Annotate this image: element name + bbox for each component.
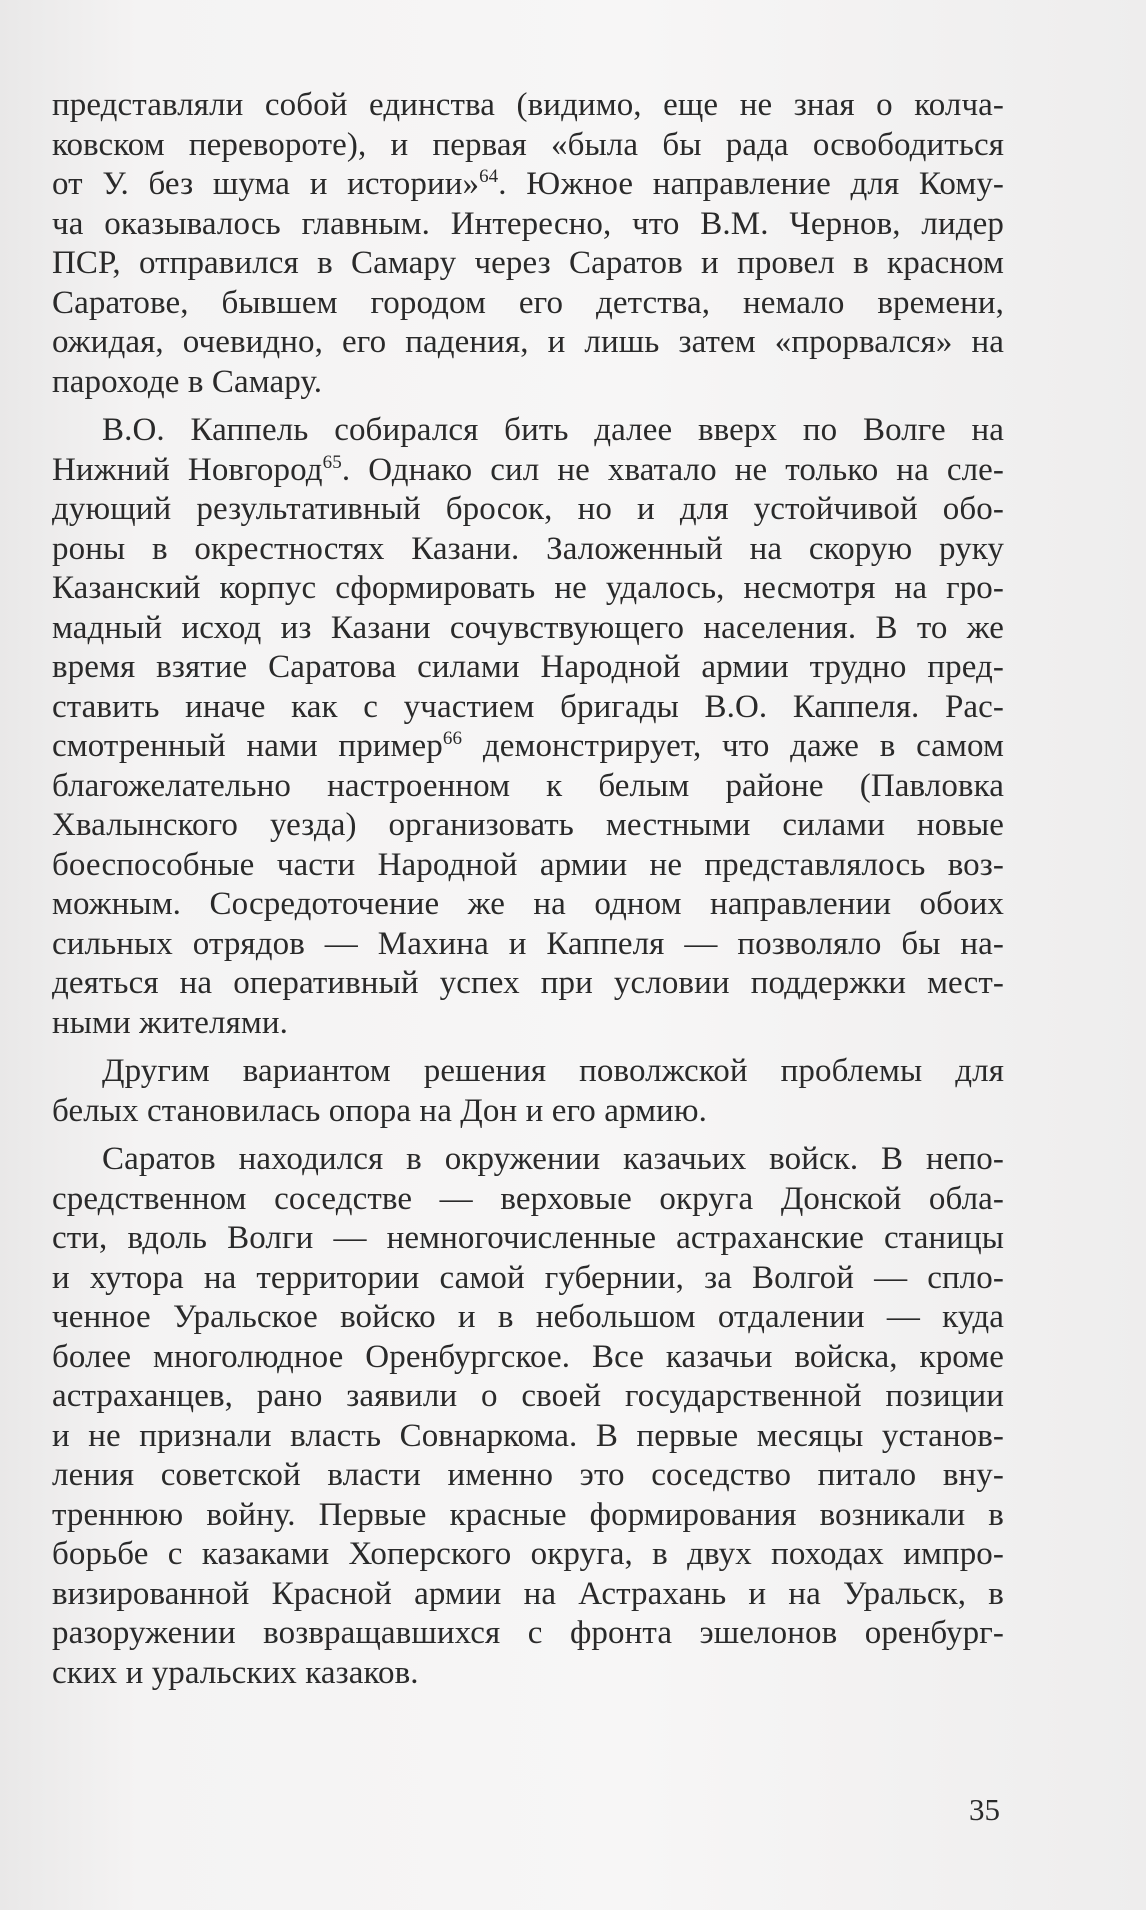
text-line bbox=[52, 727, 1004, 767]
text-line: борьбе с казаками Хоперского округа, в двух походах импро- bbox=[52, 1536, 1004, 1572]
text-line: Саратове, бывшем городом его детства, немало времени, bbox=[52, 284, 1004, 321]
text-line: разоружении возвращавшихся с фронта эшелонов оренбург- bbox=[52, 1615, 1004, 1651]
text-line: средственном соседстве — верховые округа Донской обла- bbox=[52, 1180, 1004, 1217]
paragraph-1 bbox=[52, 86, 1004, 402]
text-line: Казанский корпус сформировать не удалось, несмотря на гро- bbox=[52, 570, 1004, 606]
text-fragment: . Южное направление для Кому- bbox=[498, 166, 1005, 202]
text-line: более многолюдное Оренбургское. Все казачьи войска, кроме bbox=[52, 1338, 1004, 1375]
text-fragment: от У. без шума и истории» bbox=[52, 166, 480, 202]
footnote-ref: 65 bbox=[322, 451, 342, 473]
text-line: сти, вдоль Волги — немногочисленные астраханские станицы bbox=[52, 1220, 1004, 1256]
text-line: ными жителями. bbox=[52, 1004, 288, 1041]
text-line: и хутора на территории самой губернии, за Волгой — спло- bbox=[52, 1259, 1004, 1296]
text-fragment: смотренный нами пример bbox=[52, 728, 443, 764]
text-line: роны в окрестностях Казани. Заложенный на скорую руку bbox=[52, 530, 1004, 567]
text-line: время взятие Саратова силами Народной армии трудно пред- bbox=[52, 649, 1004, 685]
text-line: боеспособные части Народной армии не представлялось воз- bbox=[52, 846, 1004, 883]
text-line: ожидая, очевидно, его падения, и лишь затем «прорвался» на bbox=[52, 324, 1004, 360]
paragraph-2 bbox=[52, 411, 1004, 1043]
text-line: сильных отрядов — Махина и Каппеля — позволяло бы на- bbox=[52, 925, 1004, 962]
text-line: ских и уральских казаков. bbox=[52, 1654, 419, 1691]
text-line: мадный исход из Казани сочувствующего населения. В то же bbox=[52, 609, 1004, 646]
text-fragment: демонстрирует, что даже в самом bbox=[462, 728, 1004, 764]
text-line: ставить иначе как с участием бригады В.О. Каппеля. Рас- bbox=[52, 688, 1004, 725]
paragraph-3 bbox=[52, 1052, 1004, 1131]
footnote-ref: 66 bbox=[442, 728, 463, 749]
text-fragment: . Однако сил не хватало не только на сле- bbox=[341, 451, 1004, 488]
footnote-ref: 64 bbox=[479, 166, 499, 187]
body-text bbox=[52, 86, 1004, 1702]
text-line bbox=[52, 165, 1004, 205]
text-line: ченное Уральское войско и в небольшом отдалении — куда bbox=[52, 1299, 1004, 1335]
text-line: представляли собой единства (видимо, еще не зная о колча- bbox=[52, 87, 1004, 123]
text-line: визированной Красной армии на Астрахань и на Уральск, в bbox=[52, 1575, 1004, 1612]
text-line: можным. Сосредоточение же на одном направлении обоих bbox=[52, 886, 1004, 922]
text-line: ПСР, отправился в Самару через Саратов и провел в красном bbox=[52, 245, 1004, 281]
text-line: дующий результативный бросок, но и для устойчивой обо- bbox=[52, 491, 1004, 527]
text-line: Другим вариантом решения поволжской проблемы для bbox=[102, 1053, 1004, 1089]
text-line: Саратов находился в окружении казачьих войск. В непо- bbox=[102, 1141, 1004, 1177]
text-line: пароходе в Самару. bbox=[52, 363, 323, 400]
text-line: ления советской власти именно это соседство питало вну- bbox=[52, 1457, 1004, 1493]
text-line: и не признали власть Совнаркома. В первые месяцы установ- bbox=[52, 1417, 1004, 1454]
text-line: астраханцев, рано заявили о своей государственной позиции bbox=[52, 1378, 1004, 1414]
text-fragment: Нижний Новгород bbox=[52, 451, 323, 488]
text-line: ковском перевороте), и первая «была бы рада освободиться bbox=[52, 126, 1004, 163]
text-line: В.О. Каппель собирался бить далее вверх по Волге на bbox=[102, 412, 1004, 448]
page-number: 35 bbox=[969, 1792, 1000, 1827]
text-line: треннюю войну. Первые красные формирования возникали в bbox=[52, 1496, 1004, 1533]
text-line: благожелательно настроенном к белым районе (Павловка bbox=[52, 767, 1004, 804]
paragraph-4 bbox=[52, 1140, 1004, 1693]
text-line: белых становилась опора на Дон и его армию. bbox=[52, 1092, 707, 1129]
text-line: Хвалынского уезда) организовать местными силами новые bbox=[52, 807, 1004, 843]
text-line: ча оказывалось главным. Интересно, что В.М. Чернов, лидер bbox=[52, 205, 1004, 242]
text-line bbox=[52, 451, 1004, 491]
text-line: деяться на оперативный успех при условии поддержки мест- bbox=[52, 965, 1004, 1001]
